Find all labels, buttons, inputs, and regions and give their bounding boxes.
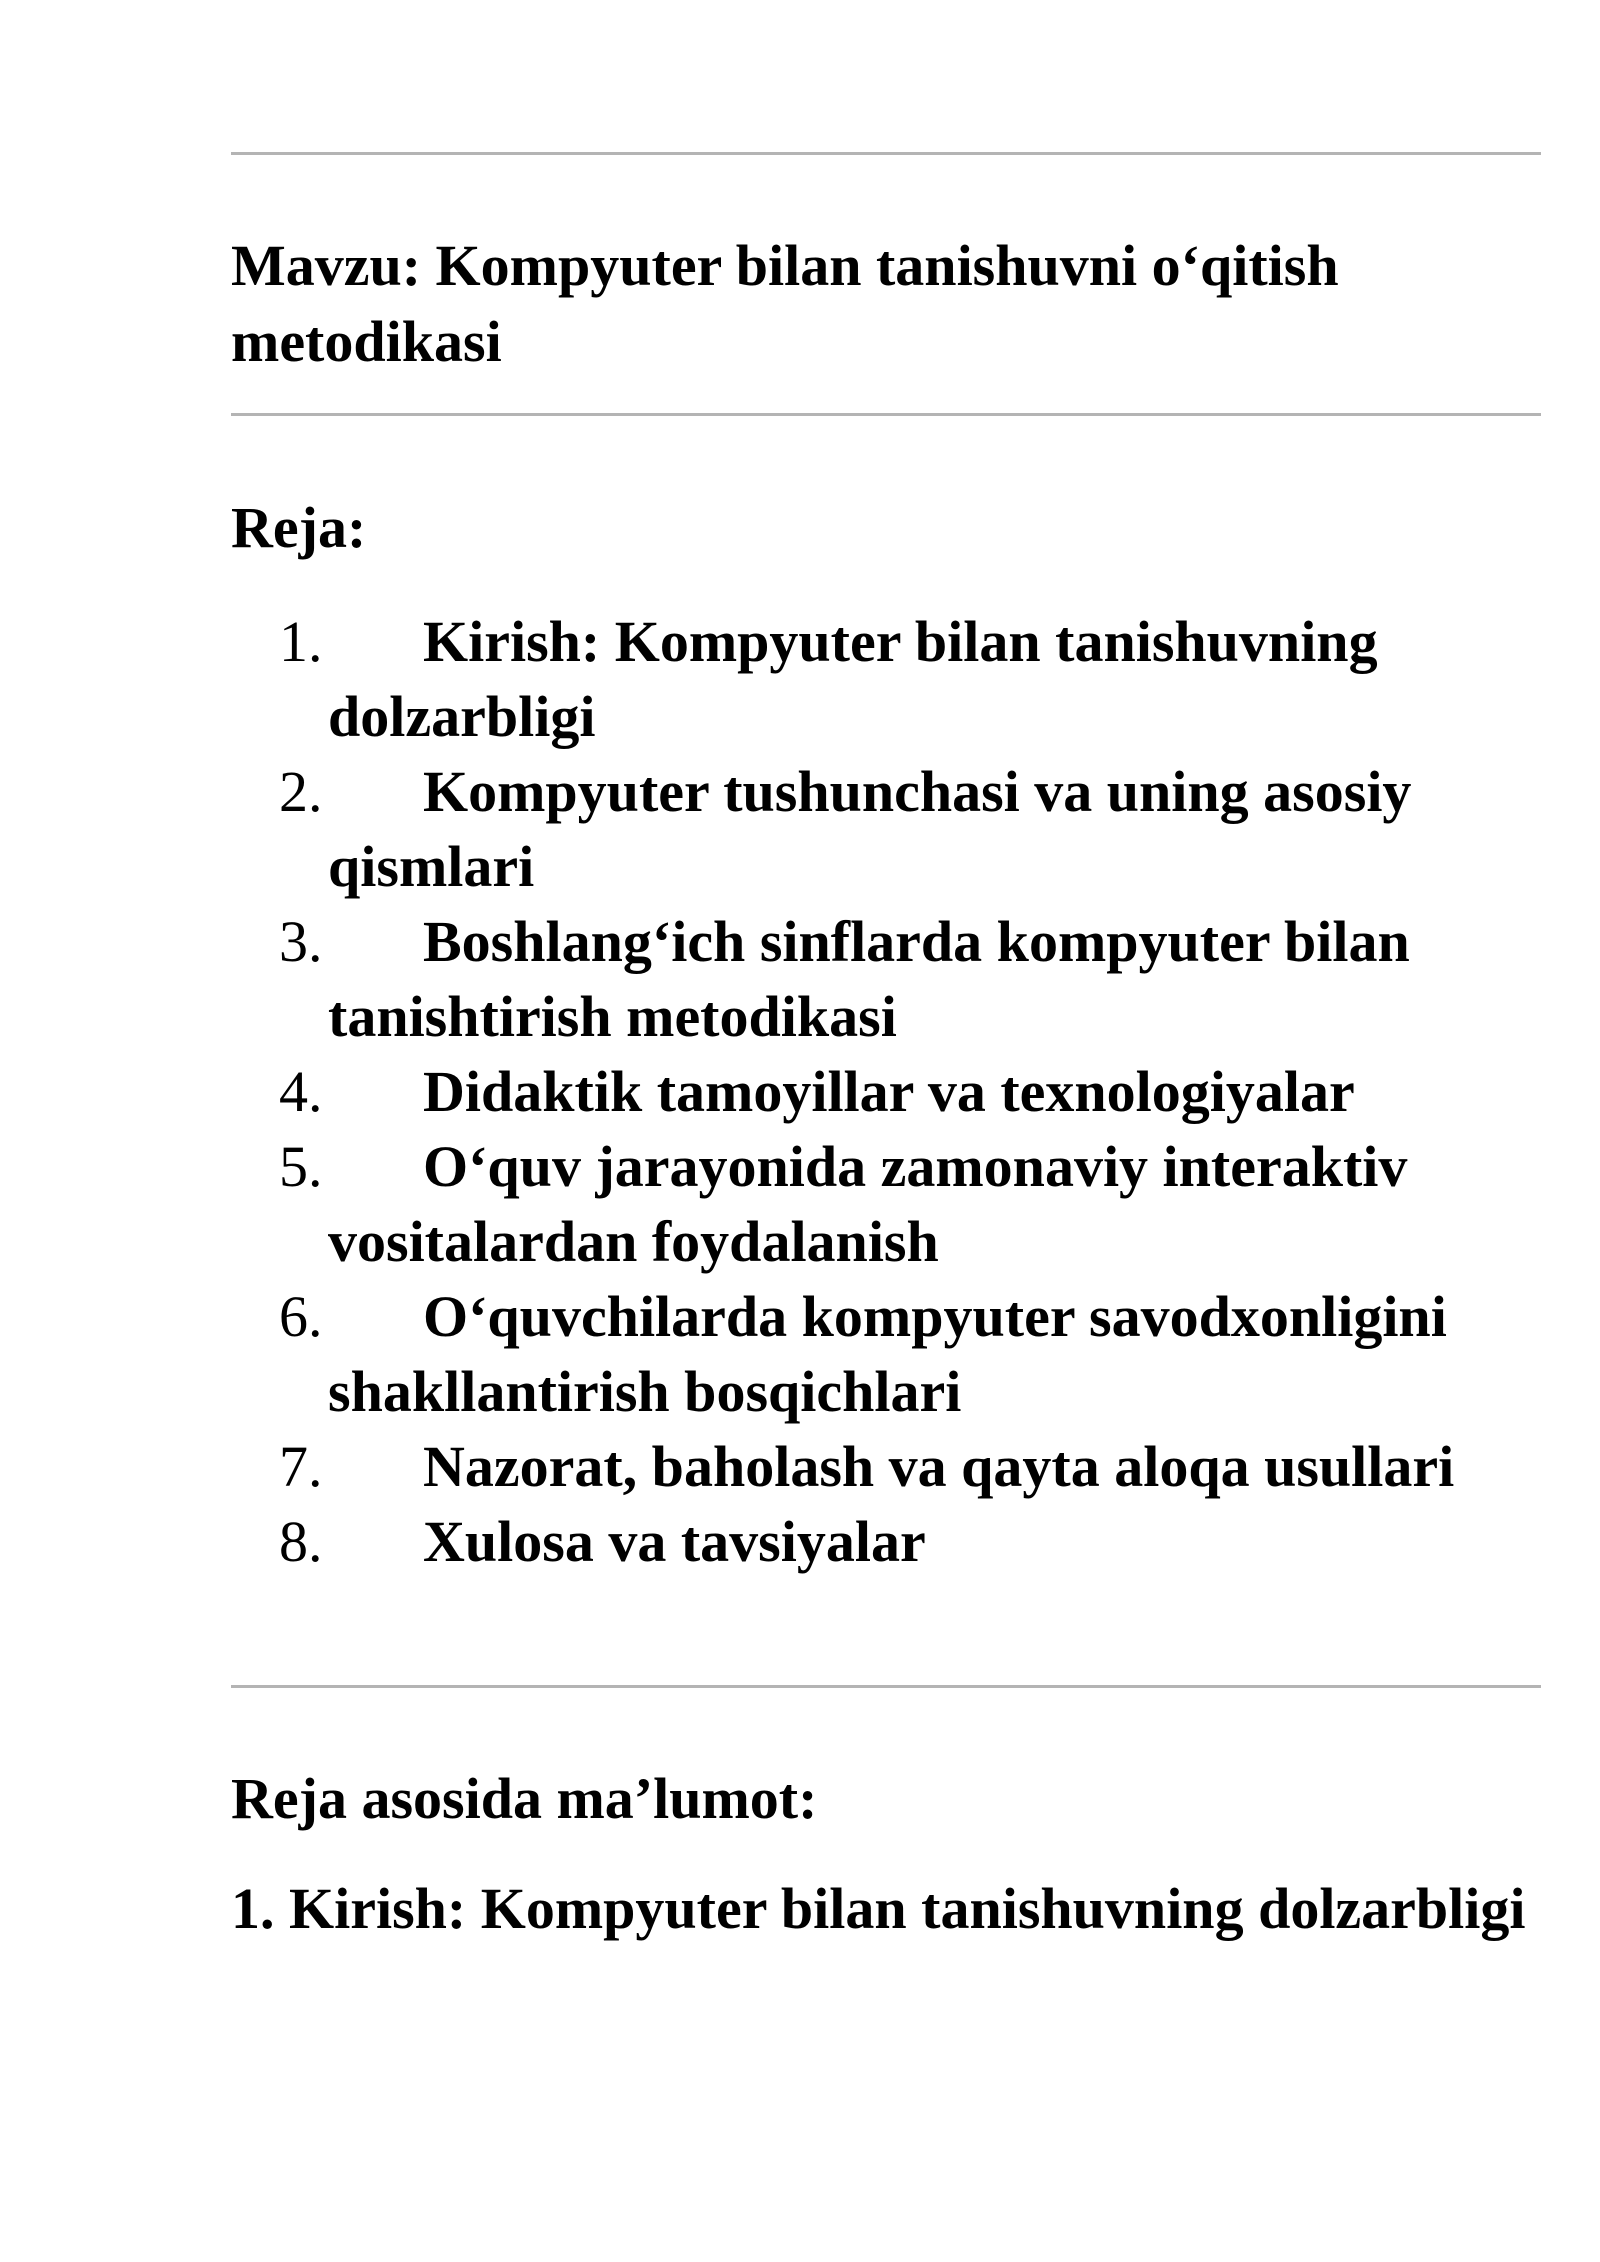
info-heading: Reja asosida ma’lumot: — [231, 1766, 818, 1831]
divider-after-topic — [231, 413, 1541, 416]
plan-item-number: 7. — [279, 1434, 323, 1499]
plan-item-text: Didaktik tamoyillar va texnologiyalar — [423, 1059, 1355, 1124]
plan-list — [231, 604, 1541, 1579]
plan-item-5 — [231, 1129, 1541, 1279]
divider-after-plan — [231, 1685, 1541, 1688]
plan-item-8 — [231, 1504, 1541, 1579]
plan-item-1 — [231, 604, 1541, 754]
plan-item-4 — [231, 1054, 1541, 1129]
plan-item-text: Kirish: Kompyuter bilan tanishuvning dolzarbligi — [328, 609, 1378, 749]
plan-item-number: 1. — [279, 609, 323, 674]
section-heading: 1. Kirish: Kompyuter bilan tanishuvning dolzarbligi — [231, 1876, 1526, 1941]
plan-item-text: Kompyuter tushunchasi va uning asosiy qismlari — [328, 759, 1412, 899]
plan-item-7 — [231, 1429, 1541, 1504]
plan-item-3 — [231, 904, 1541, 1054]
plan-item-number: 8. — [279, 1509, 323, 1574]
topic-heading: Mavzu: Kompyuter bilan tanishuvni o‘qitish metodikasi — [231, 233, 1339, 374]
plan-item-text: O‘quvchilarda kompyuter savodxonligini shakllantirish bosqichlari — [328, 1284, 1447, 1424]
plan-item-6 — [231, 1279, 1541, 1429]
divider-top — [231, 152, 1541, 155]
plan-item-number: 3. — [279, 909, 323, 974]
plan-item-number: 5. — [279, 1134, 323, 1199]
plan-heading: Reja: — [231, 495, 367, 560]
plan-item-text: Nazorat, baholash va qayta aloqa usullari — [423, 1434, 1455, 1499]
plan-item-text: O‘quv jarayonida zamonaviy interaktiv vositalardan foydalanish — [328, 1134, 1408, 1274]
plan-item-number: 4. — [279, 1059, 323, 1124]
plan-item-number: 6. — [279, 1284, 323, 1349]
plan-item-text: Xulosa va tavsiyalar — [423, 1509, 926, 1574]
plan-item-text: Boshlang‘ich sinflarda kompyuter bilan tanishtirish metodikasi — [328, 909, 1410, 1049]
plan-item-number: 2. — [279, 759, 323, 824]
plan-item-2 — [231, 754, 1541, 904]
